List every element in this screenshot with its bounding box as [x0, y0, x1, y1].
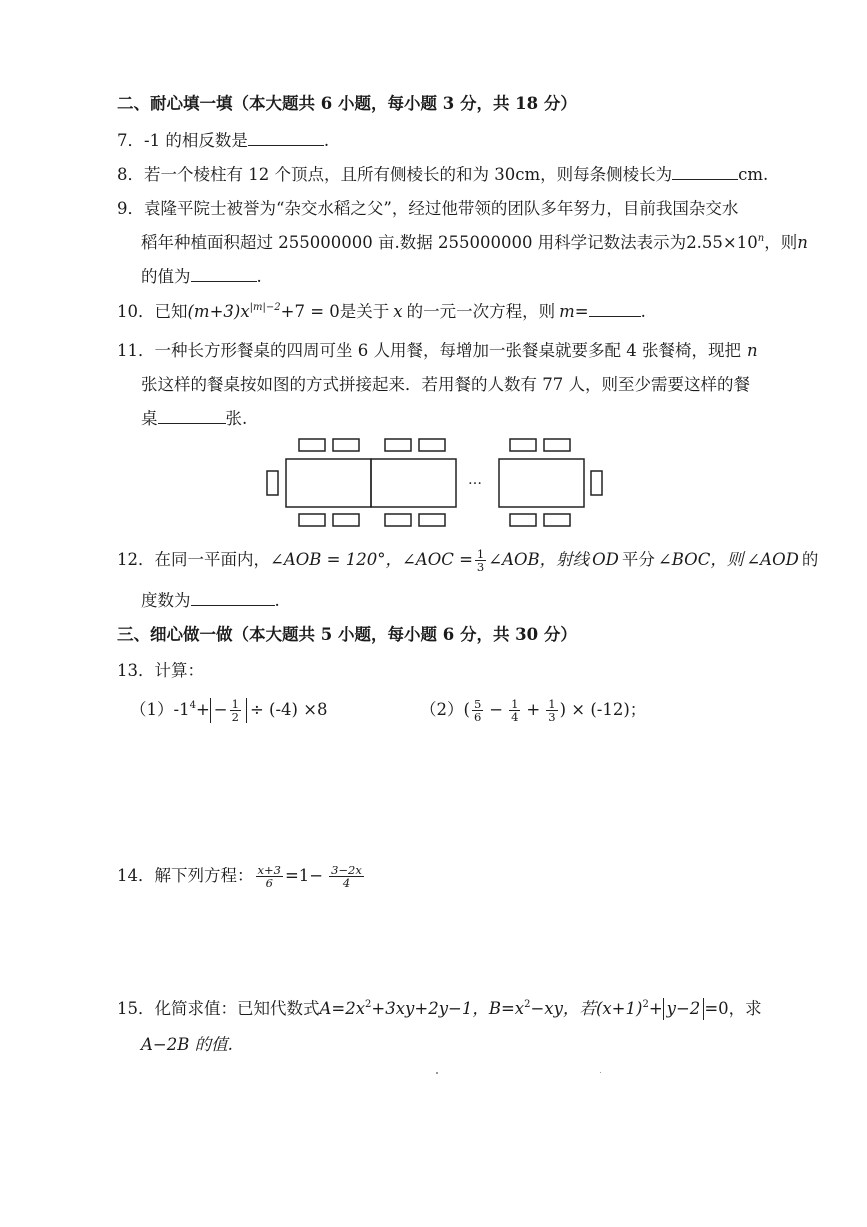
q14-rhs-num: 3−2x — [331, 863, 362, 877]
q13-number: 13． — [117, 661, 155, 680]
table-arrangement-figure — [262, 432, 612, 532]
chair-bottom-4 — [419, 514, 445, 526]
q9-line2-tail: ，则 — [764, 233, 798, 252]
q13-p1-absolute — [210, 698, 247, 723]
q13-f1-den: 6 — [473, 710, 482, 724]
q8-unit: cm. — [738, 165, 769, 184]
q12-cond-2: ∠AOC = — [401, 550, 473, 569]
q8-text: 若一个棱柱有 12 个顶点，且所有侧棱长的和为 30cm，则每条侧棱长为 — [144, 165, 673, 184]
q12-post: 的 — [801, 550, 819, 569]
q12-period: . — [274, 591, 280, 610]
q12-frac-den: 3 — [476, 560, 485, 574]
q15-cond-square: 2 — [642, 999, 649, 1010]
chair-right-end — [591, 471, 602, 495]
q14-lhs-num: x+3 — [257, 863, 281, 877]
q10-pre: 已知 — [154, 302, 188, 321]
q10-period: . — [640, 302, 646, 321]
q9-line1: 袁隆平院士被誉为“杂交水稻之父”，经过他带领的团队多年努力，目前我国杂交水 — [144, 199, 739, 218]
q14-lhs-den: 6 — [265, 876, 273, 890]
question-10 — [117, 301, 646, 323]
q7-period: . — [323, 131, 330, 150]
q8-number: 8． — [117, 165, 144, 184]
q8-answer-blank[interactable] — [672, 165, 738, 180]
q12-angle-boc: ∠BOC，则 — [657, 550, 744, 569]
figure-ellipsis: … — [468, 472, 482, 488]
q13-f1-num: 5 — [473, 697, 482, 711]
q14-equals: =1− — [284, 866, 324, 885]
q9-sci-exponent: n — [757, 233, 765, 244]
question-9-line3 — [141, 266, 262, 288]
q15-intro: 化简求值：已知代数式 — [154, 999, 320, 1018]
question-12 — [117, 548, 818, 573]
chair-top-2 — [333, 439, 359, 451]
q12-answer-blank[interactable] — [191, 591, 275, 606]
question-15 — [117, 998, 762, 1020]
q10-mid: 是关于 — [339, 302, 390, 321]
q13-p1-plus: + — [195, 700, 210, 719]
q13-part-2 — [420, 698, 646, 723]
q12-bisects: 平分 — [621, 550, 655, 569]
q9-answer-blank[interactable] — [191, 267, 257, 282]
q10-expr: (m+3)x — [187, 302, 250, 321]
q13-p2-frac-2 — [509, 698, 520, 723]
q13-f3-num: 1 — [548, 697, 556, 711]
q13-p2-open: ( — [463, 700, 470, 719]
q13-p2-op1: − — [489, 700, 504, 719]
question-15-line2: A−2B 的值. — [141, 1035, 233, 1054]
chair-top-5 — [510, 439, 536, 451]
q13-p1-exponent: 4 — [189, 700, 196, 711]
chair-bottom-2 — [333, 514, 359, 526]
q13-p1-term: -1 — [173, 700, 190, 719]
chair-top-4 — [419, 439, 445, 451]
q10-number: 10． — [117, 302, 155, 321]
q15-b-def: B=x — [488, 999, 525, 1018]
section2-heading: 二、耐心填一填（本大题共 6 小题，每小题 3 分，共 18 分） — [117, 94, 577, 113]
q9-var-n: n — [797, 233, 808, 252]
q13-part-1 — [130, 698, 328, 723]
section3-heading: 三、细心做一做（本大题共 5 小题，每小题 6 分，共 30 分） — [117, 625, 577, 644]
q15-cond-plus: + — [648, 999, 663, 1018]
q13-f2-num: 1 — [511, 697, 519, 711]
q9-line2-text: 稻年种植面积超过 255000000 亩.数据 255000000 用科学记数法表示为 — [141, 233, 687, 252]
q14-rhs-fraction — [329, 864, 364, 889]
chair-left-end — [267, 471, 278, 495]
question-13 — [117, 660, 204, 682]
q13-p2-frac-3 — [546, 698, 557, 723]
q7-number: 7． — [117, 131, 144, 150]
q9-line3-text: 的值为 — [141, 267, 191, 286]
q15-b-rest: −xy，若 — [530, 999, 596, 1018]
q12-ray-od: OD — [592, 550, 619, 569]
q12-line2-text: 度数为 — [141, 591, 191, 610]
question-11-line2: 张这样的餐桌按如图的方式拼接起来．若用餐的人数有 77 人，则至少需要这样的餐 — [141, 375, 750, 394]
q13-p2-frac-1 — [472, 698, 483, 723]
question-11-line3 — [141, 408, 247, 430]
scan-speck — [600, 1072, 601, 1073]
q10-post: 的一元一次方程，则 — [406, 302, 556, 321]
q13-f3-den: 3 — [548, 710, 556, 724]
q11-line3-text: 桌 — [141, 409, 158, 428]
q10-exponent: |m|−2 — [249, 302, 281, 313]
q14-lhs-fraction — [256, 864, 283, 889]
question-9-line2 — [141, 232, 808, 254]
q11-var-n: n — [746, 341, 758, 360]
q12-pre: 在同一平面内， — [154, 550, 270, 569]
q13-p1-label: （1） — [130, 700, 174, 719]
q15-cond-end: =0，求 — [704, 999, 762, 1018]
chair-bottom-5 — [510, 514, 536, 526]
q13-p1-frac-num: 1 — [231, 697, 239, 711]
q15-cond-term: (x+1) — [595, 999, 643, 1018]
q13-p1-abs-sign: − — [213, 700, 228, 719]
q12-number: 12． — [117, 550, 155, 569]
q15-a-square: 2 — [365, 999, 372, 1010]
q11-line1: 一种长方形餐桌的四周可坐 6 人用餐，每增加一张餐桌就要多配 4 张餐椅，现把 — [154, 341, 741, 360]
q11-line3-tail: 张. — [225, 409, 248, 428]
question-7 — [117, 130, 329, 152]
table-n — [499, 459, 584, 507]
q11-answer-blank[interactable] — [158, 409, 226, 424]
q13-p2-label: （2） — [420, 700, 464, 719]
question-12-line2 — [141, 590, 280, 612]
q15-a-rest: +3xy+2y−1， — [371, 999, 489, 1018]
q11-number: 11． — [117, 341, 155, 360]
q15-a-def: A=2x — [319, 999, 366, 1018]
q12-angle-aod: ∠AOD — [746, 550, 799, 569]
q14-title: 解下列方程： — [154, 866, 254, 885]
q13-p2-rest: ) × (-12)； — [559, 700, 647, 719]
question-9-line1 — [117, 198, 738, 220]
q13-p1-frac-den: 2 — [231, 710, 239, 724]
q12-fraction — [475, 548, 486, 573]
chair-bottom-6 — [544, 514, 570, 526]
q15-b-square: 2 — [524, 999, 531, 1010]
q14-number: 14． — [117, 866, 155, 885]
chair-top-3 — [385, 439, 411, 451]
q7-text: -1 的相反数是 — [144, 131, 248, 150]
question-8 — [117, 164, 768, 186]
q10-var-x: x — [393, 302, 403, 321]
q9-sci-base: 2.55×10 — [686, 233, 758, 252]
q13-p1-rest: ÷ (-4) ×8 — [249, 700, 328, 719]
q15-number: 15． — [117, 999, 155, 1018]
q9-period: . — [256, 267, 262, 286]
q13-p1-fraction — [230, 698, 241, 723]
q12-frac-num: 1 — [476, 547, 485, 561]
chair-bottom-3 — [385, 514, 411, 526]
q13-f2-den: 4 — [511, 710, 519, 724]
table-1 — [286, 459, 371, 507]
table-2 — [371, 459, 456, 507]
chair-top-6 — [544, 439, 570, 451]
chair-top-1 — [299, 439, 325, 451]
q10-expr-tail: +7 = 0 — [280, 302, 340, 321]
scan-speck — [436, 1072, 438, 1074]
question-11-line1 — [117, 340, 758, 362]
table-arrangement-svg — [262, 432, 612, 532]
question-14 — [117, 864, 366, 889]
q10-equals: = — [574, 302, 589, 321]
q7-answer-blank[interactable] — [248, 131, 324, 146]
q15-cond-absolute: y−2 — [663, 998, 705, 1020]
q13-title: 计算： — [154, 661, 204, 680]
q10-answer-blank[interactable] — [589, 302, 641, 317]
q13-p2-op2: + — [526, 700, 541, 719]
q10-var-m: m — [559, 302, 575, 321]
q12-cond-1: ∠AOB = 120°， — [270, 550, 402, 569]
q14-rhs-den: 4 — [342, 876, 351, 890]
q12-cond-2-tail: ∠AOB，射线 — [488, 550, 590, 569]
q9-number: 9． — [117, 199, 144, 218]
chair-bottom-1 — [299, 514, 325, 526]
